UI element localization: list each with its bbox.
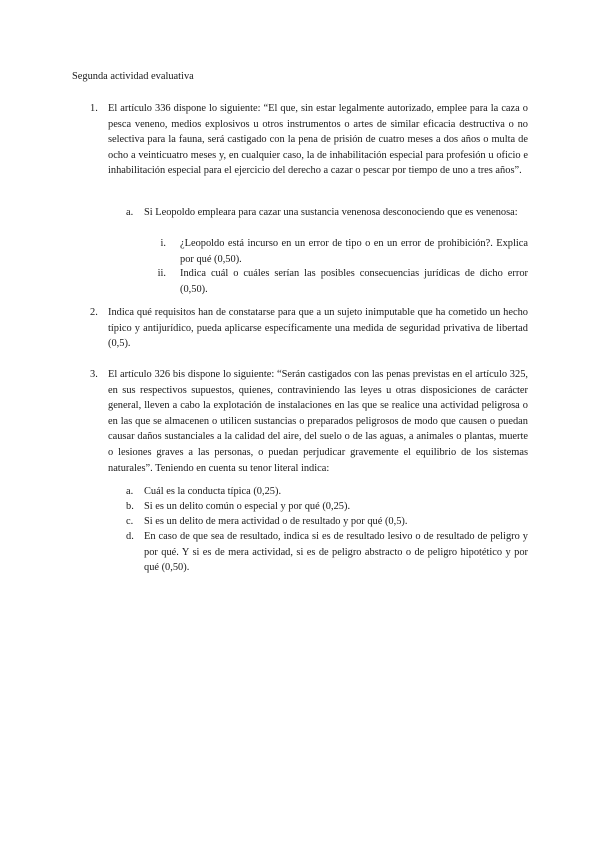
roman-text: ¿Leopoldo está incurso en un error de tipo o en un error de prohibición?. Explica por qué (0,50). (180, 238, 528, 265)
page-heading: Segunda actividad evaluativa (72, 71, 194, 82)
question-1-subitem-a (126, 205, 528, 221)
question-1 (90, 101, 528, 179)
item-text: Si es un delito común o especial y por qué (0,25). (144, 501, 351, 512)
question-number: 1. (90, 103, 98, 114)
question-3-item-c (126, 514, 528, 530)
subitem-label: a. (126, 207, 134, 218)
question-3-item-d (126, 529, 528, 576)
question-number: 2. (90, 307, 98, 318)
question-3-item-b (126, 499, 528, 515)
item-text: En caso de que sea de resultado, indica si es de resultado lesivo o de resultado de peligro y por qué. Y si es de mera actividad, si es de peligro abstracto o de peligro hipotético y por qué (0,50). (144, 531, 528, 574)
roman-label: ii. (157, 268, 166, 279)
question-1-subitem-ii (144, 266, 528, 297)
roman-text: Indica cuál o cuáles serían las posibles consecuencias jurídicas de dicho error (0,50). (180, 268, 528, 295)
question-text: Indica qué requisitos han de constatarse para que a un sujeto inimputable que ha cometido un hecho típico y antijurídico, pueda aplicarse específicamente una medida de seguridad privativa de libertad (0,5). (108, 307, 528, 350)
item-label: a. (126, 486, 134, 497)
question-text: El artículo 336 dispone lo siguiente: “El que, sin estar legalmente autorizado, emplee para la caza o pesca veneno, medios explosivos u otros instrumentos o artes de similar eficacia destructiva o no selectiva para la fauna, será castigado con la pena de prisión de cuatro meses a dos años o multa de ocho a veinticuatro meses y, en cualquier caso, la de inhabilitación especial para profesión u oficio e inhabilitación especial para el ejercicio del derecho a cazar o pescar por tiempo de uno a tres años”. (108, 103, 528, 177)
question-3 (90, 367, 528, 476)
question-number: 3. (90, 369, 98, 380)
item-text: Cuál es la conducta típica (0,25). (144, 486, 282, 497)
item-text: Si es un delito de mera actividad o de resultado y por qué (0,5). (144, 516, 408, 527)
item-label: d. (126, 531, 134, 542)
subitem-text: Si Leopoldo empleara para cazar una sustancia venenosa desconociendo que es venenosa: (144, 207, 518, 218)
question-2 (90, 305, 528, 352)
roman-label: i. (160, 238, 166, 249)
item-label: c. (126, 516, 134, 527)
item-label: b. (126, 501, 134, 512)
question-3-item-a (126, 484, 528, 500)
question-text: El artículo 326 bis dispone lo siguiente: “Serán castigados con las penas previstas en el artículo 325, en sus respectivos supuestos, quienes, contraviniendo las leyes u otras disposiciones de carácter general, lleven a cabo la explotación de instalaciones en las que se realice una actividad peligrosa o en las que se almacenen o utilicen sustancias o preparados peligrosos de modo que causen o puedan causar daños sustanciales a la calidad del aire, del suelo o de las aguas, a animales o plantas, muerte o lesiones graves a las personas, o puedan perjudicar gravemente el equilibrio de los sistemas naturales”. Teniendo en cuenta su tenor literal indica: (108, 369, 528, 474)
question-1-subitem-i (144, 236, 528, 267)
